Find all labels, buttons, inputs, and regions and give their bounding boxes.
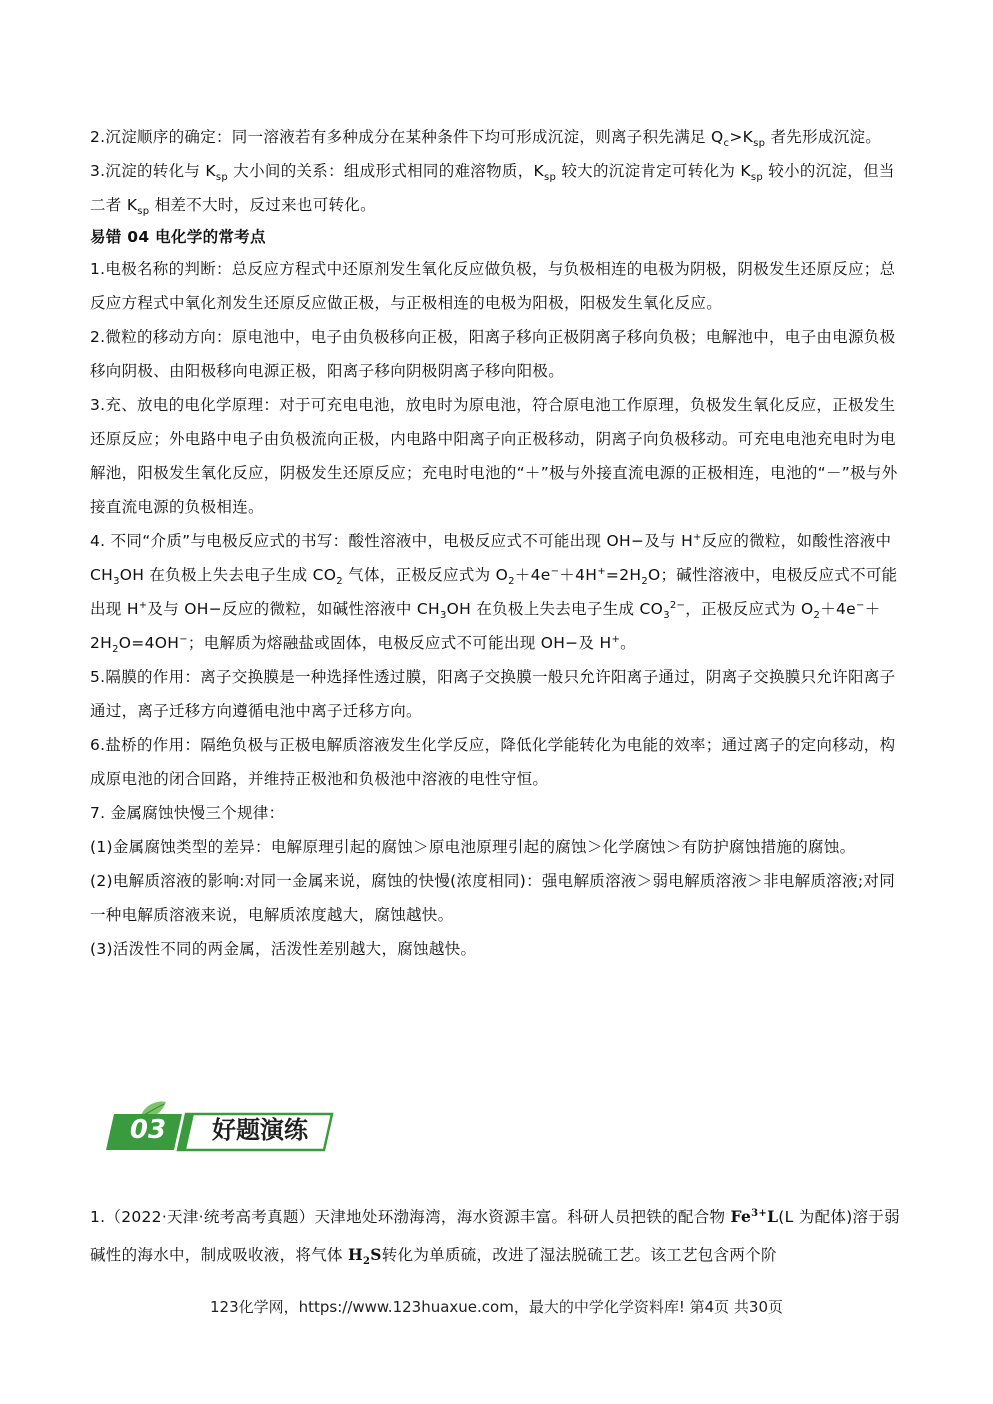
paragraph-activity-difference: (3)活泼性不同的两金属，活泼性差别越大，腐蚀越快。 [90,940,477,958]
banner-number: 03 [129,1115,167,1145]
paragraph-precipitation-order: 2.沉淀顺序的确定：同一溶液若有多种成分在某种条件下均可形成沉淀，则离子积先满足 $Q_c>K_{sp}$ 者先形成沉淀。 [90,128,882,150]
paragraph-salt-bridge: 6.盐桥的作用：隔绝负极与正极电解质溶液发生化学反应，降低化学能转化为电能的效率；通过离子的定向移动，构成原电池的闭合回路，并维持正极池和负极池中溶液的电性守恒。 [90,736,896,788]
paragraph-corrosion-rules: 7. 金属腐蚀快慢三个规律： [90,804,285,822]
paragraph-electrode-names: 1.电极名称的判断：总反应方程式中还原剂发生氧化反应做负极，与负极相连的电极为阴极，阴极发生还原反应；总反应方程式中氧化剂发生还原反应做正极，与正极相连的电极为阳极，阳极发生氧化反应。 [90,260,896,312]
paragraph-charge-discharge: 3.充、放电的电化学原理：对于可充电电池，放电时为原电池，符合原电池工作原理，负极发生氧化反应，正极发生还原反应；外电路中电子由负极流向正极，内电路中阳离子向正极移动，阴离子向负极移动。可充电电池充电时为电解池，阳极发生氧化反应，阴极发生还原反应；充电时电池的“＋”极与外接直流电源的正极相连，电池的“－”极与外接直流电源的负极相连。 [90,396,898,516]
question-text: 1.（2022·天津·统考高考真题）天津地处环渤海湾，海水资源丰富。科研人员把铁的配合物 $Fe^{3+}L(L$ 为配体)溶于弱碱性的海水中，制成吸收液，将气体 $H_2S$转化为单质硫，改进了湿法脱硫工艺。该工艺包含两个阶 [90,1207,900,1268]
section-heading: 易错 04 电化学的常考点 [90,228,266,246]
main-content [90,120,910,966]
paragraph-membrane: 5.隔膜的作用：离子交换膜是一种选择性透过膜，阳离子交换膜一般只允许阳离子通过，阴离子交换膜只允许阳离子通过，离子迁移方向遵循电池中离子迁移方向。 [90,668,896,720]
page-footer: 123化学网，https://www.123huaxue.com，最大的中学化学资料库! 第4页 共30页 [209,1298,784,1316]
paragraph-electrolyte-effect: (2)电解质溶液的影响:对同一金属来说，腐蚀的快慢(浓度相同)：强电解质溶液＞弱电解质溶液＞非电解质溶液;对同一种电解质溶液来说，电解质浓度越大，腐蚀越快。 [90,872,895,924]
question-1 [90,1198,910,1274]
paragraph-particle-movement: 2.微粒的移动方向：原电池中，电子由负极移向正极，阳离子移向正极阴离子移向负极；电解池中，电子由电源负极移向阴极、由阳极移向电源正极，阳离子移向阴极阴离子移向阳极。 [90,328,896,380]
paragraph-precipitation-conversion: 3.沉淀的转化与 $K_{sp}$ 大小间的关系：组成形式相同的难溶物质，$K_{sp}$ 较大的沉淀肯定可转化为 $K_{sp}$ 较小的沉淀，但当二者 $K_{sp}$ 相差不大时，反过来也可转化。 [90,162,895,218]
iron-complex-formula: $Fe^{3+}L$ [730,1207,779,1226]
banner-title: 好题演练 [212,1116,308,1144]
h2s-formula: $H_2S$ [348,1245,382,1268]
paragraph-corrosion-type: (1)金属腐蚀类型的差异：电解原理引起的腐蚀＞原电池原理引起的腐蚀＞化学腐蚀＞有防护腐蚀措施的腐蚀。 [90,838,856,856]
section-banner [100,1100,340,1160]
paragraph-medium-equations: 4. 不同“介质”与电极反应式的书写：酸性溶液中，电极反应式不可能出现 OH−及与 H+反应的微粒，如酸性溶液中 $CH_3OH$ 在负极上失去电子生成 $CO_2$ 气体，正极反应式为 $O_2+4e^-+4H^+=2H_2O$；碱性溶液中，电极反应式不可能出现 H+及与 OH−反应的微粒，如碱性溶液中 $CH_3OH$ 在负极上失去电子生成 $CO_3^{2-}$，正极反应式为 $O_2+4e^-+2H_2O=4OH^-$；电解质为熔融盐或固体，电极反应式不可能出现 OH−及 H+。 [90,531,898,656]
